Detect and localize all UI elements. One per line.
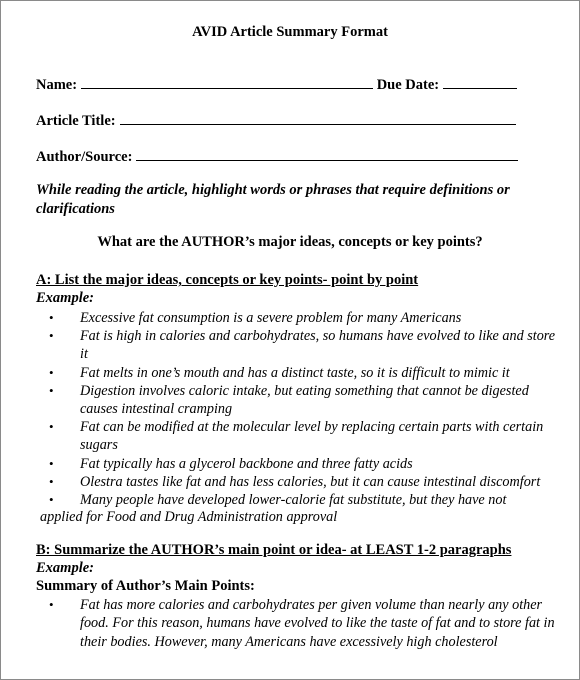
name-row [36,74,517,94]
section-a-heading: A: List the major ideas, concepts or key points- point by point [36,272,419,288]
list-item: • Fat melts in one’s mouth and has a distinct taste, so it is difficult to mimic it [49,364,510,381]
instructions: While reading the article, highlight words or phrases that require definitions or clarifications [36,182,510,217]
bullet-icon: • [49,597,54,612]
section-a-bullet-list [40,309,560,509]
bullet-icon: • [49,492,54,508]
bullet-icon: • [49,419,54,435]
list-item: • Olestra tastes like fat and has less calories, but it can cause intestinal discomfort [49,473,541,490]
author-source-field[interactable] [136,146,518,161]
name-label: Name: [36,77,78,93]
list-item: • Digestion involves caloric intake, but eating something that cannot be digested causes intestinal cramping [49,382,529,418]
article-title-field[interactable] [120,110,516,125]
author-source-label: Author/Source: [36,149,133,165]
bullet-continuation: applied for Food and Drug Administration approval [40,509,338,525]
bullet-icon: • [49,310,54,325]
page-title: AVID Article Summary Format [192,24,388,40]
list-item: • Fat can be modified at the molecular level by replacing certain parts with certain sugars [49,419,544,454]
list-item: • Excessive fat consumption is a severe problem for many Americans [49,310,462,326]
section-a-example-label: Example: [36,290,94,306]
list-item: • Fat typically has a glycerol backbone and three fatty acids [49,455,413,472]
bullet-icon: • [49,473,54,489]
author-source-row [36,146,518,166]
bullet-icon: • [49,382,54,398]
summary-text: Fat has more calories and carbohydrates per given volume than nearly any other food. For this reason, humans have evolved to like the taste of fat and to store fat in their bodies. However, many Americans have excessively high cholesterol [80,597,555,650]
due-date-field[interactable] [443,74,517,89]
list-item: • Fat is high in calories and carbohydrates, so humans have evolved to like and store it [49,328,556,363]
article-title-label: Article Title: [36,113,116,129]
bullet-icon: • [49,455,54,471]
summary-paragraph [49,596,558,651]
section-b-example-label: Example: [36,560,94,576]
section-b-subheading: Summary of Author’s Main Points: [36,578,255,594]
guiding-question: What are the AUTHOR’s major ideas, concepts or key points? [97,234,483,250]
bullet-icon: • [49,364,54,380]
name-field[interactable] [81,74,373,89]
section-b-heading: B: Summarize the AUTHOR’s main point or idea- at LEAST 1-2 paragraphs [36,542,512,558]
bullet-icon: • [49,328,54,344]
due-date-label: Due Date: [376,77,440,93]
article-title-row [36,110,516,130]
list-item: • Many people have developed lower-calorie fat substitute, but they have not [49,492,507,509]
